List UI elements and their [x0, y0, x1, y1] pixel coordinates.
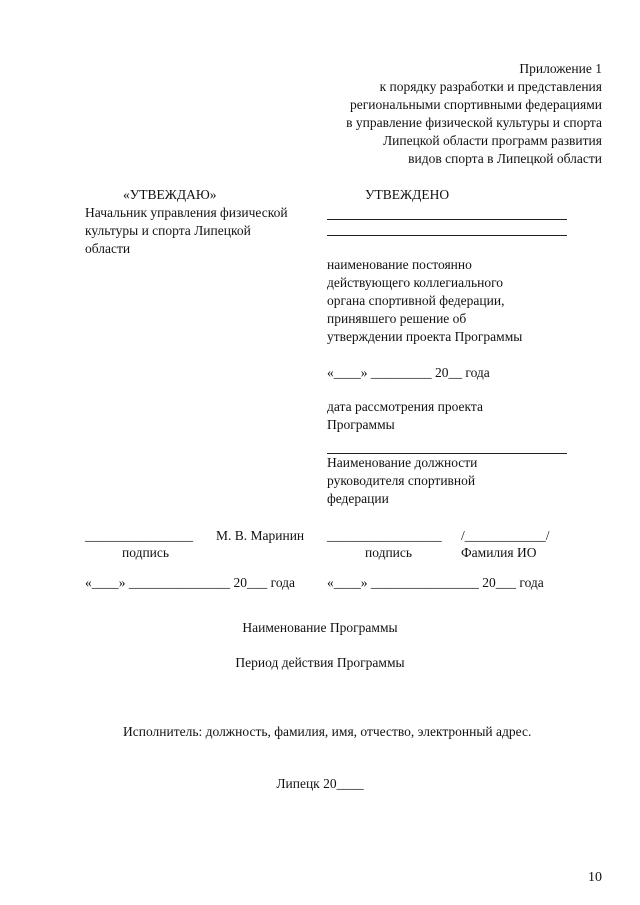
appendix-line: к порядку разработки и представления — [379, 79, 602, 94]
body-desc-line: органа спортивной федерации, — [327, 293, 505, 308]
body-desc-line: утверждении проекта Программы — [327, 329, 523, 344]
blank-line — [327, 204, 567, 220]
head-position-line: Наименование должности — [327, 455, 478, 470]
blank-line — [327, 438, 567, 454]
appendix-line: в управление физической культуры и спорта — [346, 115, 602, 130]
appendix-line: Липецкой области программ развития — [382, 133, 602, 148]
position-line: Начальник управления физической — [85, 205, 288, 220]
review-date: «____» _________ 20__ года — [327, 365, 490, 380]
city-year: Липецк 20____ — [276, 776, 364, 791]
left-signature-label: подпись — [122, 545, 170, 560]
body-desc-line: принявшего решение об — [327, 311, 467, 326]
body-desc-line: действующего коллегиального — [327, 275, 504, 290]
position-line: области — [85, 241, 131, 256]
left-sign-blank: ________________ — [85, 528, 193, 543]
approve-left-block — [85, 186, 320, 258]
head-position-line: федерации — [327, 491, 389, 506]
review-date-desc: Программы — [327, 417, 395, 432]
appendix-line: видов спорта в Липецкой области — [408, 151, 602, 166]
program-name: Наименование Программы — [242, 620, 398, 635]
right-name-blank: /____________/ — [461, 528, 550, 543]
fio-label: Фамилия ИО — [461, 545, 537, 560]
right-date-line: «____» ________________ 20___ года — [327, 575, 544, 590]
review-date-desc: дата рассмотрения проекта — [327, 399, 483, 414]
head-position-line: руководителя спортивной — [327, 473, 476, 488]
executor-text: Исполнитель: должность, фамилия, имя, отчество, электронный адрес. — [123, 724, 532, 739]
body-desc-line: наименование постоянно — [327, 257, 472, 272]
approve-right-block — [327, 186, 567, 508]
approve-title: «УТВЕЖДАЮ» — [123, 187, 217, 202]
program-period: Период действия Программы — [235, 655, 405, 670]
appendix-header — [346, 60, 602, 168]
signer-name: М. В. Маринин — [216, 528, 305, 543]
appendix-line: Приложение 1 — [519, 61, 602, 76]
right-signature-label: подпись — [365, 545, 413, 560]
approved-title: УТВЕЖДЕНО — [365, 187, 450, 202]
appendix-line: региональными спортивными федерациями — [350, 97, 602, 112]
blank-line — [327, 220, 567, 236]
left-date-line: «____» _______________ 20___ года — [85, 575, 296, 590]
page-number: 10 — [588, 870, 602, 885]
right-sign-blank: _________________ — [327, 528, 442, 543]
position-line: культуры и спорта Липецкой — [85, 223, 251, 238]
